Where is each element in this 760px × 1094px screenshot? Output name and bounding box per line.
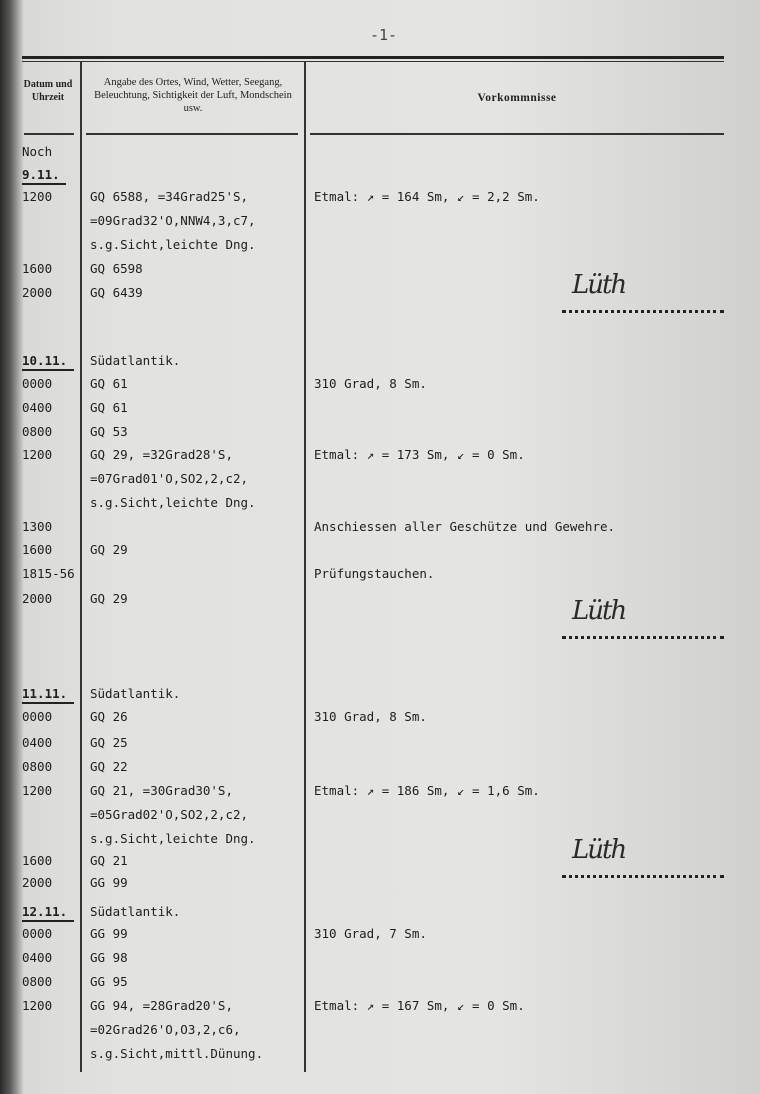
row-place: GG 94, =28Grad20'S, [90, 998, 233, 1013]
row-place: GQ 53 [90, 424, 128, 439]
row-time: 9.11. [22, 167, 60, 182]
row-place: GQ 61 [90, 376, 128, 391]
row-place: s.g.Sicht,leichte Dng. [90, 237, 256, 252]
row-time: 0000 [22, 709, 53, 724]
date-underline [22, 183, 66, 185]
header-rule-events [310, 133, 724, 135]
row-time: 0800 [22, 759, 53, 774]
row-time: 2000 [22, 285, 53, 300]
top-rule [22, 56, 724, 59]
row-place: GQ 61 [90, 400, 128, 415]
header-rule-place [86, 133, 298, 135]
row-place: GQ 29 [90, 591, 128, 606]
commander-signature: Lüth [572, 596, 626, 626]
row-event: Etmal: ↗ = 167 Sm, ↙ = 0 Sm. [314, 998, 525, 1013]
row-time: 1815-56 [22, 566, 75, 581]
row-place: Südatlantik. [90, 686, 181, 701]
signature-dotted-line [562, 310, 724, 313]
row-time: 2000 [22, 875, 53, 890]
row-time: 1600 [22, 261, 53, 276]
commander-signature: Lüth [572, 270, 626, 300]
row-place: GQ 21 [90, 853, 128, 868]
row-place: =05Grad02'O,SO2,2,c2, [90, 807, 249, 822]
row-time: 1600 [22, 853, 53, 868]
row-place: GQ 6439 [90, 285, 143, 300]
row-event: 310 Grad, 7 Sm. [314, 926, 427, 941]
row-place: =07Grad01'O,SO2,2,c2, [90, 471, 249, 486]
row-time: 12.11. [22, 904, 68, 919]
row-time: 1600 [22, 542, 53, 557]
row-time: 1300 [22, 519, 53, 534]
row-time: 1200 [22, 783, 53, 798]
row-place: GQ 25 [90, 735, 128, 750]
header-rule-date [24, 133, 74, 135]
header-date-time: Datum und Uhrzeit [23, 79, 73, 103]
row-event: Anschiessen aller Geschütze und Gewehre. [314, 519, 616, 534]
row-place: =02Grad26'O,O3,2,c6, [90, 1022, 241, 1037]
row-place: =09Grad32'O,NNW4,3,c7, [90, 213, 256, 228]
signature-dotted-line [562, 636, 724, 639]
row-event: Etmal: ↗ = 173 Sm, ↙ = 0 Sm. [314, 447, 525, 462]
row-place: GQ 6588, =34Grad25'S, [90, 189, 249, 204]
row-time: 0800 [22, 974, 53, 989]
row-time: 1200 [22, 189, 53, 204]
row-time: 0400 [22, 735, 53, 750]
header-events: Vorkommnisse [477, 92, 557, 104]
date-underline [22, 369, 74, 371]
row-event: Etmal: ↗ = 164 Sm, ↙ = 2,2 Sm. [314, 189, 540, 204]
header-place: Angabe des Ortes, Wind, Wetter, Seegang, Beleuchtung, Sichtigkeit der Luft, Mondschein usw. [94, 77, 292, 114]
row-place: Südatlantik. [90, 353, 181, 368]
row-time: 0000 [22, 926, 53, 941]
row-time: 0400 [22, 400, 53, 415]
row-time: 10.11. [22, 353, 68, 368]
row-place: GQ 29 [90, 542, 128, 557]
row-event: Etmal: ↗ = 186 Sm, ↙ = 1,6 Sm. [314, 783, 540, 798]
column-divider-2 [304, 62, 306, 1072]
date-underline [22, 702, 74, 704]
row-place: GQ 26 [90, 709, 128, 724]
row-time: 2000 [22, 591, 53, 606]
row-place: GG 98 [90, 950, 128, 965]
row-event: 310 Grad, 8 Sm. [314, 376, 427, 391]
row-place: GG 99 [90, 926, 128, 941]
page-number: -1- [370, 26, 398, 44]
row-time: 1200 [22, 998, 53, 1013]
row-time: 0800 [22, 424, 53, 439]
row-place: s.g.Sicht,leichte Dng. [90, 831, 256, 846]
commander-signature: Lüth [572, 835, 626, 865]
row-place: s.g.Sicht,mittl.Dünung. [90, 1046, 264, 1061]
row-event: 310 Grad, 8 Sm. [314, 709, 427, 724]
row-time: 11.11. [22, 686, 68, 701]
row-place: GG 99 [90, 875, 128, 890]
row-time: 1200 [22, 447, 53, 462]
row-time: Noch [22, 144, 53, 159]
signature-dotted-line [562, 875, 724, 878]
row-place: GQ 22 [90, 759, 128, 774]
row-time: 0000 [22, 376, 53, 391]
row-place: Südatlantik. [90, 904, 181, 919]
date-underline [22, 920, 74, 922]
row-place: GG 95 [90, 974, 128, 989]
row-event: Prüfungstauchen. [314, 566, 435, 581]
column-divider-1 [80, 62, 82, 1072]
top-rule-thin [22, 61, 724, 62]
row-time: 0400 [22, 950, 53, 965]
row-place: GQ 6598 [90, 261, 143, 276]
row-place: s.g.Sicht,leichte Dng. [90, 495, 256, 510]
row-place: GQ 29, =32Grad28'S, [90, 447, 233, 462]
row-place: GQ 21, =30Grad30'S, [90, 783, 233, 798]
